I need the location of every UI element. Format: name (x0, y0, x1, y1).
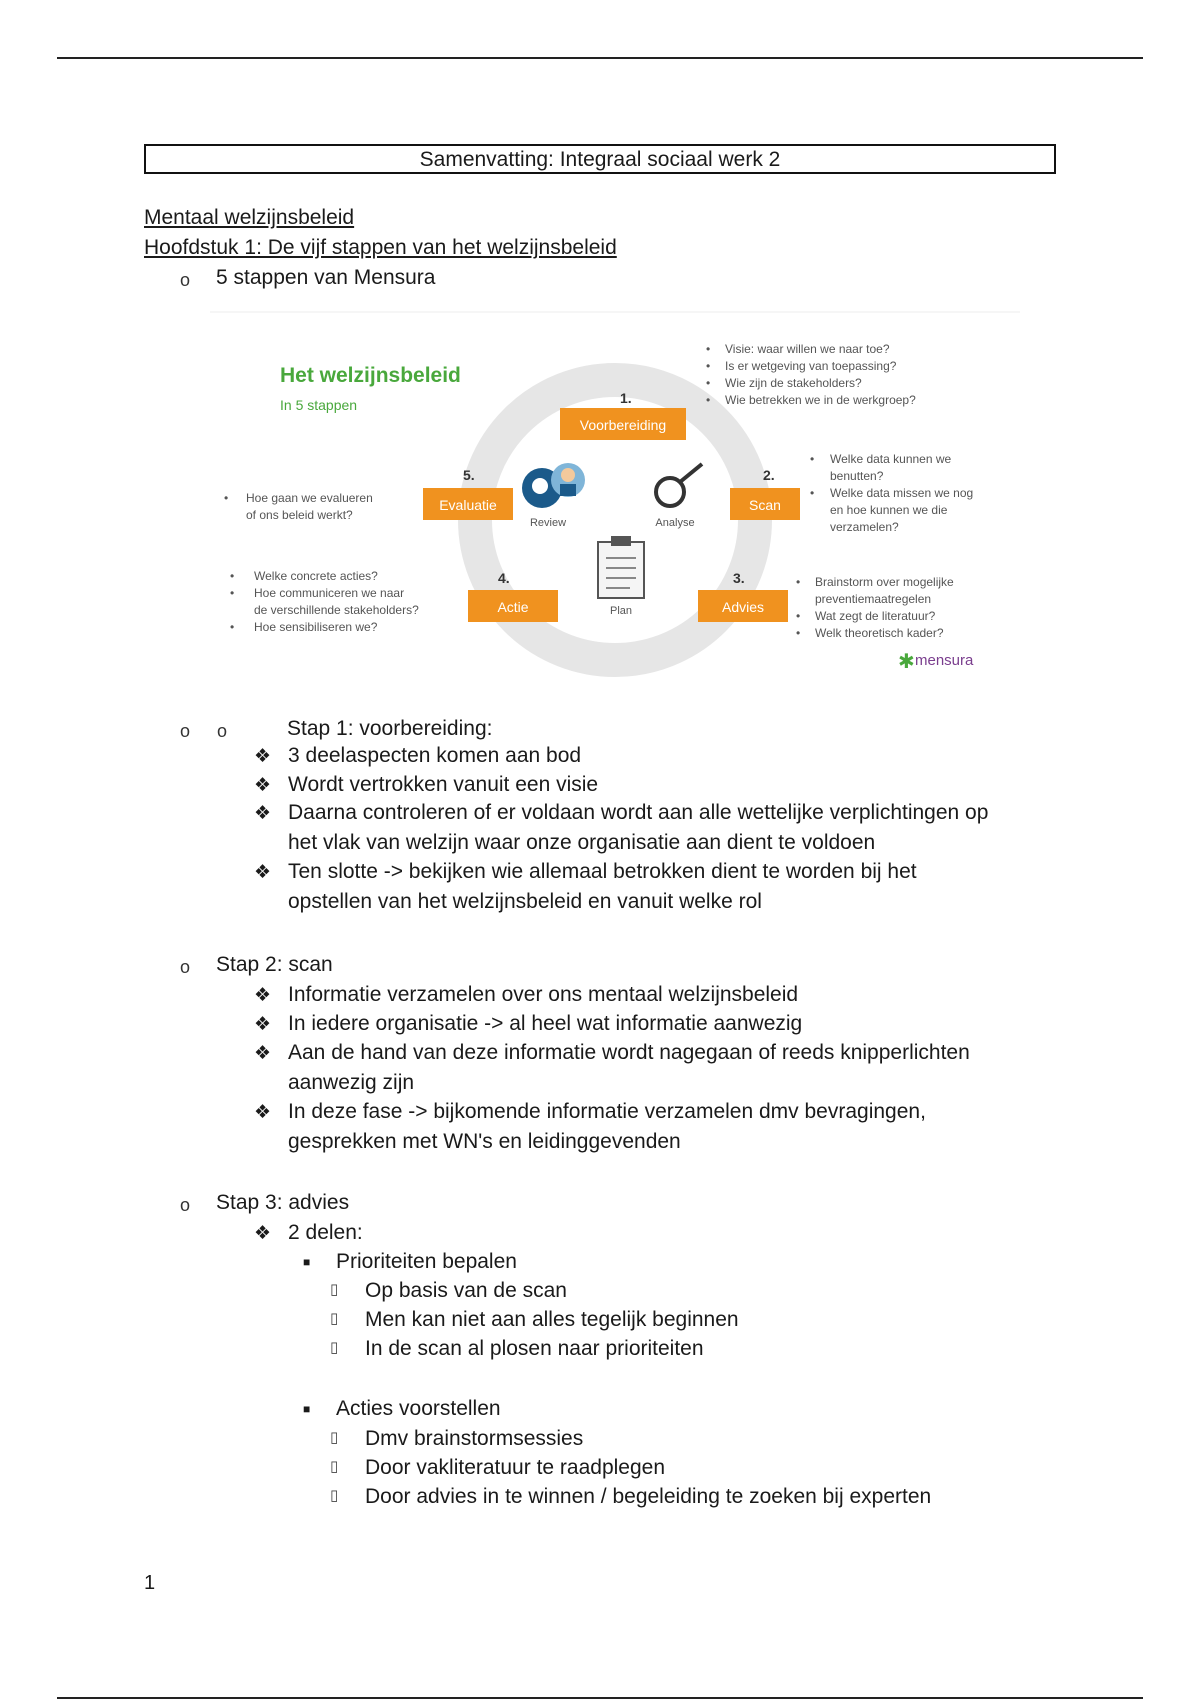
circle-bullet: o (180, 1195, 191, 1215)
note-text: benutten? (830, 469, 884, 483)
step-title: Stap 3: advies (216, 1191, 350, 1214)
svg-text:•: • (706, 359, 711, 373)
step-title: Stap 2: scan (216, 953, 333, 976)
step-title: Stap 1: voorbereiding: (287, 717, 493, 740)
list-item-continued: gesprekken met WN's en leidinggevenden (288, 1130, 681, 1153)
list-item: Door advies in te winnen / begeleiding te zoeken bij experten (365, 1485, 932, 1508)
list-item: Informatie verzamelen over ons mentaal welzijnsbeleid (288, 983, 799, 1006)
square-bullet: ■ (303, 1402, 311, 1416)
mensura-logo (898, 651, 974, 673)
page-number: 1 (144, 1572, 156, 1594)
list-item: Men kan niet aan alles tegelijk beginnen (365, 1308, 739, 1331)
chapter-heading: Hoofdstuk 1: De vijf stappen van het welzijnsbeleid (144, 236, 617, 259)
diamond-bullet: ❖ (254, 985, 272, 1006)
svg-text:•: • (796, 575, 801, 589)
svg-text:•: • (230, 569, 235, 583)
center-label: Plan (609, 605, 633, 617)
step-number: 3. (733, 570, 745, 586)
circle-bullet: o (180, 957, 191, 977)
box-bullet: ▯ (330, 1339, 339, 1356)
svg-text:•: • (706, 342, 711, 356)
note-text: Wie zijn de stakeholders? (725, 376, 862, 390)
note-text: Hoe communiceren we naar (254, 586, 405, 600)
note-text: en hoe kunnen we die (830, 503, 948, 517)
svg-text:•: • (706, 393, 711, 407)
note-text: of ons beleid werkt? (246, 508, 353, 522)
note-text: Hoe sensibiliseren we? (254, 620, 378, 634)
step-label: Scan (749, 497, 781, 513)
list-item: Ten slotte -> bekijken wie allemaal betrokken dient te worden bij het (288, 860, 917, 883)
footer-rule (57, 1697, 1143, 1699)
list-item: Op basis van de scan (365, 1279, 567, 1302)
list-item: Wordt vertrokken vanuit een visie (288, 773, 599, 796)
list-item: In iedere organisatie -> al heel wat informatie aanwezig (288, 1012, 803, 1035)
diamond-bullet: ❖ (254, 862, 272, 883)
step-label: Evaluatie (439, 497, 497, 513)
sub-list-title: Acties voorstellen (336, 1397, 501, 1420)
box-bullet: ▯ (330, 1310, 339, 1327)
circle-bullet: o (180, 270, 191, 290)
step-number: 4. (498, 570, 510, 586)
svg-text:•: • (230, 586, 235, 600)
diamond-bullet: ❖ (254, 1223, 272, 1244)
circle-bullet: o (217, 721, 228, 741)
diamond-bullet: ❖ (254, 803, 272, 824)
note-text: Welke data missen we nog (830, 486, 974, 500)
svg-text:•: • (224, 491, 229, 505)
clipboard-icon (598, 536, 644, 598)
welzijnsbeleid-diagram (210, 310, 1020, 695)
svg-text:•: • (796, 609, 801, 623)
step-number: 2. (763, 467, 775, 483)
diamond-bullet: ❖ (254, 1043, 272, 1064)
list-item: 5 stappen van Mensura (216, 266, 436, 289)
svg-text:•: • (230, 620, 235, 634)
step-number: 1. (620, 390, 632, 406)
svg-text:•: • (706, 376, 711, 390)
magnifier-icon (656, 464, 702, 506)
section-heading: Mentaal welzijnsbeleid (144, 206, 355, 229)
note-text: verzamelen? (830, 520, 899, 534)
note-text: Visie: waar willen we naar toe? (725, 342, 890, 356)
note-text: Brainstorm over mogelijke (815, 575, 954, 589)
people-icon (522, 463, 585, 508)
step-label: Advies (721, 599, 765, 615)
diagram-subtitle: In 5 stappen (280, 397, 358, 413)
box-bullet: ▯ (330, 1487, 339, 1504)
list-item: 3 deelaspecten komen aan bod (288, 744, 582, 767)
list-item-continued: opstellen van het welzijnsbeleid en vanuit welke rol (288, 890, 762, 913)
note-text: preventiemaatregelen (815, 592, 932, 606)
svg-text:mensura: mensura (915, 652, 974, 669)
step-label: Actie (497, 599, 529, 615)
svg-text:✱: ✱ (898, 651, 915, 673)
document-title: Samenvatting: Integraal sociaal werk 2 (144, 144, 1056, 174)
list-item: In deze fase -> bijkomende informatie verzamelen dmv bevragingen, (288, 1100, 926, 1123)
list-item: Door vakliteratuur te raadplegen (365, 1456, 666, 1479)
svg-text:•: • (810, 452, 815, 466)
note-text: Welke concrete acties? (254, 569, 378, 583)
note-text: Welk theoretisch kader? (815, 626, 944, 640)
svg-text:•: • (810, 486, 815, 500)
svg-text:•: • (796, 626, 801, 640)
list-item: 2 delen: (288, 1221, 363, 1244)
box-bullet: ▯ (330, 1281, 339, 1298)
box-bullet: ▯ (330, 1458, 339, 1475)
diamond-bullet: ❖ (254, 1014, 272, 1035)
list-item-continued: aanwezig zijn (288, 1071, 415, 1094)
note-text: Hoe gaan we evalueren (246, 491, 373, 505)
list-item: Daarna controleren of er voldaan wordt aan alle wettelijke verplichtingen op (288, 801, 989, 824)
diamond-bullet: ❖ (254, 775, 272, 796)
note-text: Wat zegt de literatuur? (815, 609, 936, 623)
note-text: de verschillende stakeholders? (254, 603, 419, 617)
step-number: 5. (463, 467, 475, 483)
step-label: Voorbereiding (579, 417, 667, 433)
header-rule (57, 57, 1143, 59)
list-item: Dmv brainstormsessies (365, 1427, 584, 1450)
list-item-continued: het vlak van welzijn waar onze organisatie aan dient te voldoen (288, 831, 876, 854)
note-text: Welke data kunnen we (830, 452, 952, 466)
diamond-bullet: ❖ (254, 746, 272, 767)
list-item: In de scan al plosen naar prioriteiten (365, 1337, 704, 1360)
box-bullet: ▯ (330, 1429, 339, 1446)
diagram-svg (210, 310, 1020, 695)
list-item: Aan de hand van deze informatie wordt nagegaan of reeds knipperlichten (288, 1041, 970, 1064)
center-label: Analyse (655, 517, 695, 529)
diagram-title: Het welzijnsbeleid (280, 364, 461, 387)
diamond-bullet: ❖ (254, 1102, 272, 1123)
note-text: Is er wetgeving van toepassing? (725, 359, 897, 373)
center-label: Review (529, 517, 567, 529)
square-bullet: ■ (303, 1255, 311, 1269)
note-text: Wie betrekken we in de werkgroep? (725, 393, 916, 407)
circle-bullet: o (180, 721, 191, 741)
sub-list-title: Prioriteiten bepalen (336, 1250, 517, 1273)
